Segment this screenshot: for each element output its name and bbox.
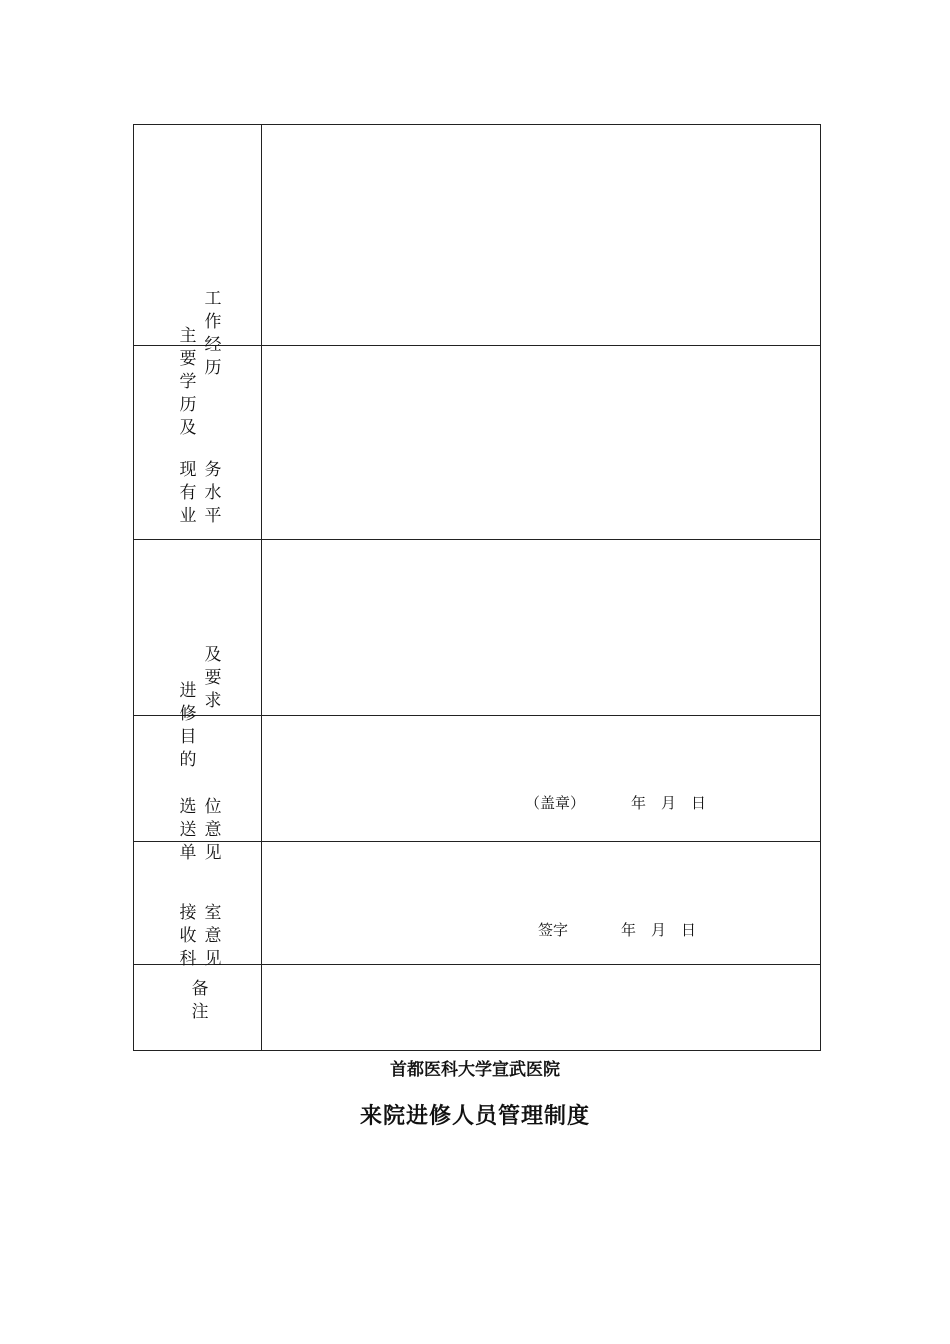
document-title: 来院进修人员管理制度 (359, 1104, 590, 1129)
table-border-left (133, 124, 134, 1051)
application-form-table (133, 124, 821, 1051)
label-receiving-dept-a: 接收科 (179, 903, 197, 969)
stamp-note: （盖章） (525, 794, 586, 812)
table-border-right (820, 124, 821, 1051)
label-education: 主要学历及 (179, 326, 197, 438)
column-divider (261, 124, 262, 1051)
table-border-bottom (133, 1050, 821, 1051)
row-divider (133, 715, 821, 716)
label-requirements: 及要求 (204, 645, 222, 711)
label-study-purpose: 进修目的 (179, 681, 197, 770)
label-sending-unit-b: 位意见 (204, 797, 222, 863)
sending-unit-date: 年 月 日 (631, 794, 707, 812)
table-border-top (133, 124, 821, 125)
receiving-dept-date: 年 月 日 (621, 921, 697, 939)
label-work-experience: 工作经历 (204, 289, 222, 378)
label-receiving-dept-b: 室意见 (204, 903, 222, 969)
signature-note: 签字 (538, 921, 569, 939)
label-current-level-b: 务水平 (204, 460, 222, 526)
institution-name: 首都医科大学宣武医院 (390, 1060, 560, 1080)
label-sending-unit-a: 选送单 (179, 797, 197, 863)
row-divider (133, 539, 821, 540)
row-divider (133, 964, 821, 965)
row-divider (133, 345, 821, 346)
row-divider (133, 841, 821, 842)
label-remarks: 备注 (191, 979, 209, 1022)
label-current-level-a: 现有业 (179, 460, 197, 526)
